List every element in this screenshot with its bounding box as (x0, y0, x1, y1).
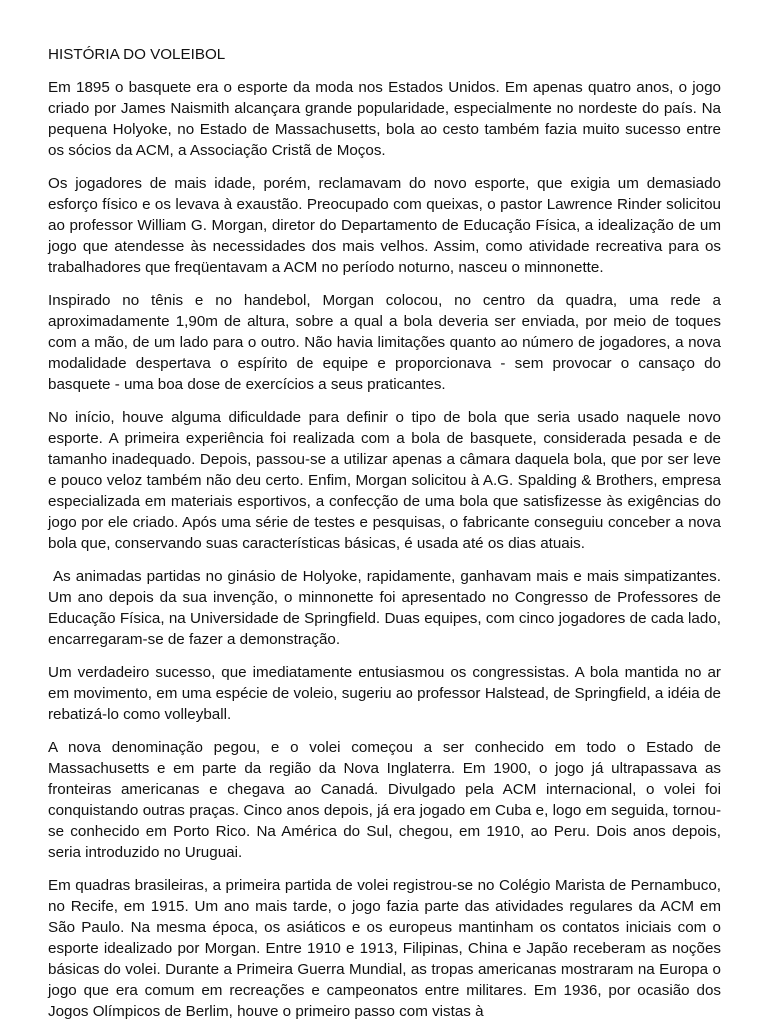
paragraph-3: Inspirado no tênis e no handebol, Morgan colocou, no centro da quadra, uma rede a aproximadamente 1,90m de altura, sobre a qual a bola deveria ser enviada, por meio de toques com a mão, de um lado para o outro. Não havia limitações quanto ao número de jogadores, a nova modalidade despertava o espírito de equipe e proporcionava - sem provocar o cansaço do basquete - uma boa dose de exercícios a seus praticantes. (48, 292, 726, 393)
document-title: HISTÓRIA DO VOLEIBOL (48, 46, 226, 63)
paragraph-7: A nova denominação pegou, e o volei começou a ser conhecido em todo o Estado de Massachusetts e em parte da região da Nova Inglaterra. Em 1900, o jogo já ultrapassava as fronteiras americanas e chegava ao Canadá. Divulgado pela ACM internacional, o volei foi conquistando outras praças. Cinco anos depois, já era jogado em Cuba e, logo em seguida, tornou-se conhecido em Porto Rico. Na América do Sul, chegou, em 1910, ao Peru. Dois anos depois, seria introduzido no Uruguai. (48, 739, 726, 861)
paragraph-4: No início, houve alguma dificuldade para definir o tipo de bola que seria usado naquele novo esporte. A primeira experiência foi realizada com a bola de basquete, considerada pesada e de tamanho inadequado. Depois, passou-se a utilizar apenas a câmara daquela bola, que por ser leve e pouco veloz também não deu certo. Enfim, Morgan solicitou à A.G. Spalding & Brothers, empresa especializada em materiais esportivos, a confecção de uma bola que satisfizesse às exigências do jogo por ele criado. Após uma série de testes e pesquisas, o fabricante conseguiu conceber a nova bola que, conservando suas características básicas, é usada até os dias atuais. (48, 409, 726, 552)
document-page (48, 44, 726, 1034)
paragraph-8: Em quadras brasileiras, a primeira partida de volei registrou-se no Colégio Marista de Pernambuco, no Recife, em 1915. Um ano mais tarde, o jogo fazia parte das atividades regulares da ACM em São Paulo. Na mesma época, os asiáticos e os europeus mantinham os contatos iniciais com o esporte idealizado por Morgan. Entre 1910 e 1913, Filipinas, China e Japão receberam as noções básicas do volei. Durante a Primeira Guerra Mundial, as tropas americanas mostraram na Europa o jogo que era comum em recreações e campeonatos entre militares. Em 1936, por ocasião dos Jogos Olímpicos de Berlim, houve o primeiro passo com vistas à (48, 877, 726, 1020)
paragraph-6: Um verdadeiro sucesso, que imediatamente entusiasmou os congressistas. A bola mantida no ar em movimento, em uma espécie de voleio, sugeriu ao professor Halstead, de Springfield, a idéia de rebatizá-lo como volleyball. (48, 664, 726, 723)
paragraph-1: Em 1895 o basquete era o esporte da moda nos Estados Unidos. Em apenas quatro anos, o jogo criado por James Naismith alcançara grande popularidade, especialmente no nordeste do país. Na pequena Holyoke, no Estado de Massachusetts, bola ao cesto também fazia muito sucesso entre os sócios da ACM, a Associação Cristã de Moços. (48, 79, 726, 159)
paragraph-2: Os jogadores de mais idade, porém, reclamavam do novo esporte, que exigia um demasiado esforço físico e os levava à exaustão. Preocupado com queixas, o pastor Lawrence Rinder solicitou ao professor William G. Morgan, diretor do Departamento de Educação Física, a idealização de um jogo que atendesse às necessidades dos mais velhos. Assim, como atividade recreativa para os trabalhadores que freqüentavam a ACM no período noturno, nasceu o minnonette. (48, 175, 726, 276)
paragraph-5: As animadas partidas no ginásio de Holyoke, rapidamente, ganhavam mais e mais simpatizantes. Um ano depois da sua invenção, o minnonette foi apresentado no Congresso de Professores de Educação Física, na Universidade de Springfield. Duas equipes, com cinco jogadores de cada lado, encarregaram-se de fazer a demonstração. (48, 568, 726, 648)
